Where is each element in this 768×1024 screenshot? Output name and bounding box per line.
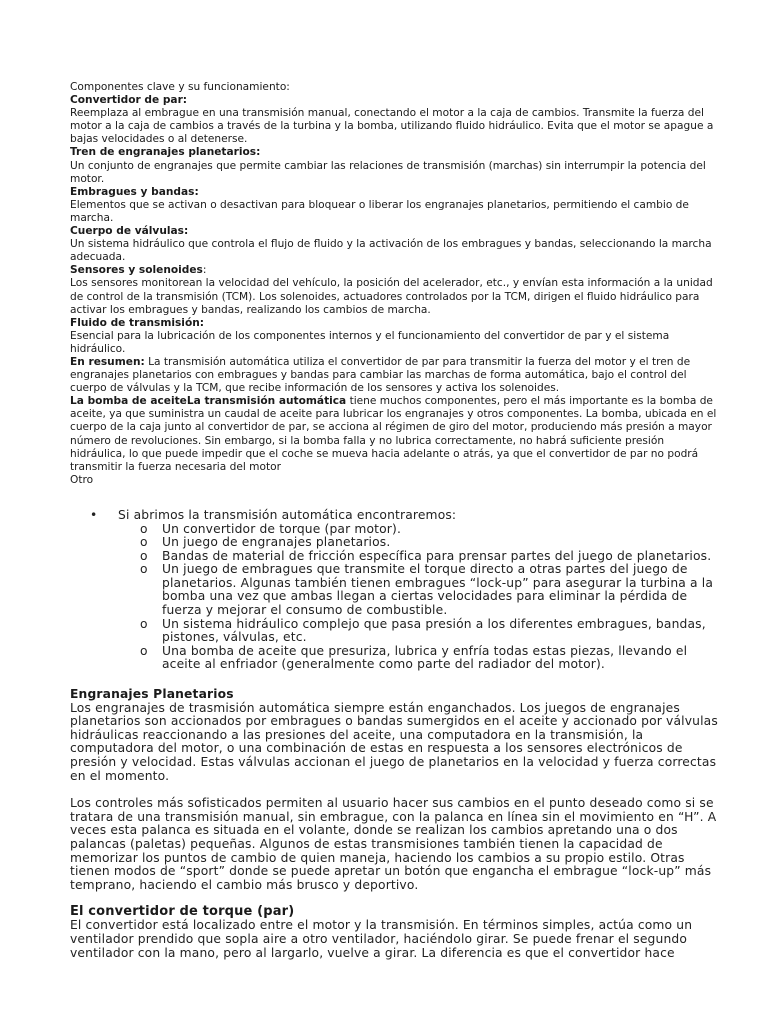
sub-bullet-marker: o (140, 548, 148, 563)
document-page (70, 81, 720, 960)
key-components-section (70, 81, 720, 487)
component-text: Reemplaza al embrague en una transmisión manual, conectando el motor a la caja de cambios. Transmite la fuerza del motor a la caja de cambios a través de la turbina y la bomba, utilizando fluido hidráulico. Evita que el motor se apague a bajas velocidades o al detenerse. (70, 107, 714, 146)
sub-bullet-marker: o (140, 616, 148, 631)
component-text: Elementos que se activan o desactivan para bloquear o liberar los engranajes planetarios, permitiendo el cambio de marcha. (70, 198, 689, 224)
sub-bullet-marker: o (140, 535, 148, 550)
summary-paragraph: En resumen: La transmisión automática utiliza el convertidor de par para transmitir la fuerza del motor y el tren de engranajes planetarios con embragues y bandas para cambiar las marchas de forma automática, bajo el control del cuerpo de válvulas y la TCM, que recibe información de los sensores y activa los solenoides. (70, 355, 691, 395)
component-text: Los sensores monitorean la velocidad del vehículo, la posición del acelerador, etc., y envían esta información a la unidad de control de la transmisión (TCM). Los solenoides, actuadores controlados por la TCM, dirigen el fluido hidráulico para activar los embragues y bandas, realizando los cambios de marcha. (70, 277, 713, 316)
component-title: Cuerpo de válvulas: (70, 225, 189, 238)
sub-list-item: o Un convertidor de torque (par motor). (140, 521, 402, 536)
sub-list-item: o Un juego de engranajes planetarios. (140, 535, 391, 550)
sub-list-item: o Un juego de embragues que transmite el torque directo a otras partes del juego de planetarios. Algunas también tienen embragues “lock-up” para asegurar la turbina a la bomba una vez que ambas llegan a ciertas velocidades para eliminar la pérdida de fuerza y mejorar el consumo de combustible. (140, 562, 714, 618)
sub-bullet-marker: o (140, 643, 148, 658)
component-title: Convertidor de par: (70, 94, 188, 107)
oil-pump-paragraph: La bomba de aceiteLa transmisión automática tiene muchos componentes, pero el más importante es la bomba de aceite, ya que suministra un caudal de aceite para lubricar los engranajes y otros componentes. La bomba, ubicada en el cuerpo de la caja junto al convertidor de par, se acciona al régimen de giro del motor, produciendo más presión a mayor número de revoluciones. Sin embargo, si la bomba falla y no lubrica correctamente, no habrá suficiente presión hidráulica, lo que puede impedir que el coche se mueva hacia adelante o atrás, ya que el convertidor de par no podrá transmitir la fuerza necesaria del motor (70, 395, 717, 473)
sub-bullet-marker: o (140, 521, 148, 536)
sub-list-item: o Bandas de material de fricción específica para prensar partes del juego de planetarios. (140, 548, 712, 563)
otro-line: Otro (70, 473, 94, 486)
torque-converter-paragraph: El convertidor está localizado entre el motor y la transmisión. En términos simples, actúa como un ventilador prendido que sopla aire a otro ventilador, haciéndolo girar. Se puede frenar el segundo ventilador con la mano, pero al largarlo, vuelve a girar. La diferencia es que el convertidor hace (70, 918, 693, 960)
bullet-text: Si abrimos la transmisión automática encontraremos: (118, 507, 457, 522)
planetary-gears-heading: Engranajes Planetarios (70, 687, 234, 702)
component-title: Fluido de transmisión: (70, 316, 204, 329)
torque-converter-heading: El convertidor de torque (par) (70, 904, 295, 920)
sub-list (70, 523, 720, 673)
sub-list-item: o Una bomba de aceite que presuriza, lubrica y enfría todas estas piezas, llevando el aceite al enfriador (generalmente como parte del radiador del motor). (140, 643, 688, 672)
component-title: Sensores y solenoides: (70, 264, 207, 277)
bullet-marker: • (90, 507, 98, 522)
component-title: Embragues y bandas: (70, 185, 199, 198)
component-title: Tren de engranajes planetarios: (70, 146, 261, 159)
component-text: Un conjunto de engranajes que permite cambiar las relaciones de transmisión (marchas) sin interrumpir la potencia del motor. (70, 159, 706, 185)
bullet-item (70, 509, 720, 523)
component-text: Esencial para la lubricación de los componentes internos y el funcionamiento del convertidor de par y el sistema hidráulico. (70, 329, 670, 355)
transmission-details-section (70, 509, 720, 960)
planetary-gears-paragraph: Los engranajes de trasmisión automática siempre están enganchados. Los juegos de engranajes planetarios son accionados por embragues o bandas sumergidos en el aceite y accionado por válvulas hidráulicas reaccionando a las presiones del aceite, una computadora en la transmisión, la computadora del motor, o una combinación de estas en respuesta a los sensores electrónicos de presión y velocidad. Estas válvulas accionan el juego de planetarios en la velocidad y fuerza correctas en el momento. (70, 700, 718, 783)
controls-paragraph: Los controles más sofisticados permiten al usuario hacer sus cambios en el punto deseado como si se tratara de una transmisión manual, sin embrague, con la palanca en línea sin el movimiento en “H”. A veces esta palanca es situada en el volante, donde se realizan los cambios apretando una o dos palancas (paletas) pequeñas. Algunos de estas transmisiones también tienen la capacidad de memorizar los puntos de cambio de quien maneja, haciendo los cambios a su propio estilo. Otras tienen modos de “sport” donde se puede apretar un botón que engancha el embrague “lock-up” más temprano, haciendo el cambio más brusco y deportivo. (70, 796, 717, 892)
sub-bullet-marker: o (140, 562, 148, 577)
sub-list-item: o Un sistema hidráulico complejo que pasa presión a los diferentes embragues, bandas, pistones, válvulas, etc. (140, 616, 706, 645)
intro-line: Componentes clave y su funcionamiento: (70, 81, 290, 93)
component-text: Un sistema hidráulico que controla el flujo de fluido y la activación de los embragues y bandas, seleccionando la marcha adecuada. (70, 238, 712, 264)
